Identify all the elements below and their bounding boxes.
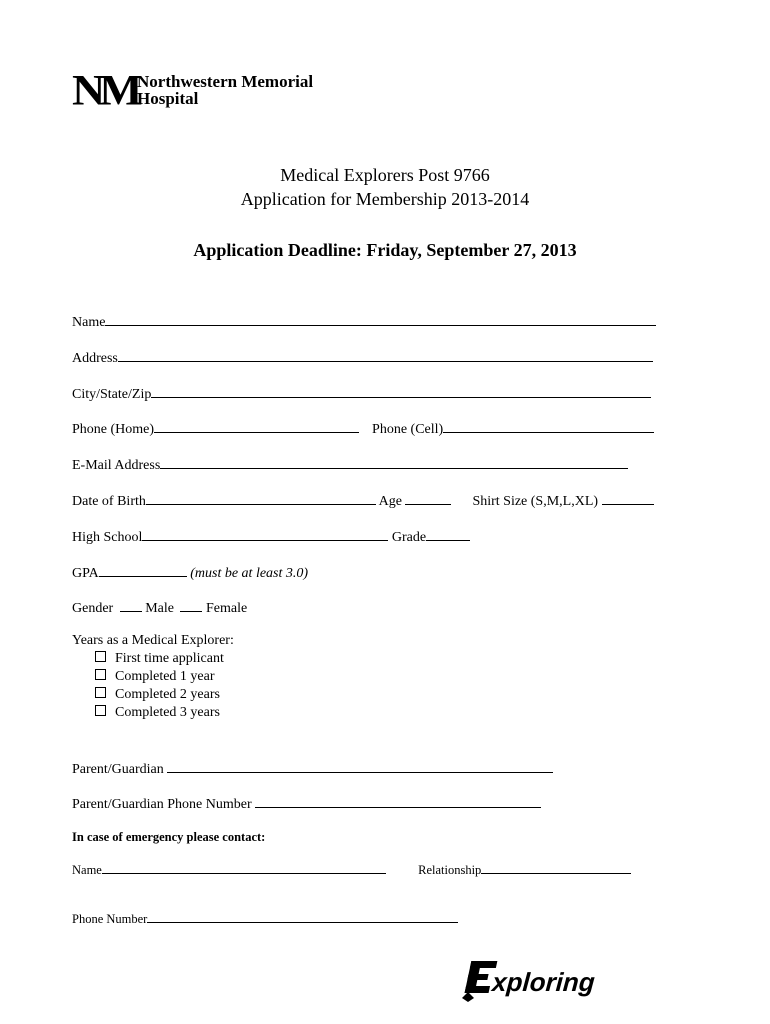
age-label: Age: [378, 494, 402, 509]
checkbox-completed-3[interactable]: [95, 705, 106, 716]
checkbox-completed-2[interactable]: [95, 687, 106, 698]
checkbox-completed-1[interactable]: [95, 669, 106, 680]
checkbox-first-time[interactable]: [95, 651, 106, 662]
application-deadline: Application Deadline: Friday, September 27, 2013: [193, 240, 577, 260]
city-state-zip-row: [72, 384, 651, 403]
emergency-phone-row: [72, 911, 458, 927]
address-row: [72, 348, 653, 367]
years-option-3[interactable]: [95, 705, 220, 721]
address-field[interactable]: [118, 348, 653, 362]
phone-cell-label: Phone (Cell): [372, 422, 444, 437]
years-option-label: Completed 1 year: [115, 669, 215, 684]
emergency-heading: In case of emergency please contact:: [72, 830, 266, 844]
gender-row: [72, 598, 247, 617]
grade-label: Grade: [391, 530, 427, 545]
email-label: E-Mail Address: [72, 458, 161, 473]
parent-field[interactable]: [167, 759, 553, 773]
parent-phone-field[interactable]: [255, 794, 541, 808]
dob-row: [72, 491, 654, 510]
emergency-phone-field[interactable]: [147, 911, 458, 923]
high-school-field[interactable]: [142, 527, 388, 541]
gpa-field[interactable]: [99, 563, 187, 577]
address-label: Address: [72, 351, 118, 366]
high-school-row: [72, 527, 470, 546]
years-option-2[interactable]: [95, 687, 220, 703]
emergency-name-label: Name: [72, 863, 102, 877]
years-option-label: First time applicant: [115, 651, 224, 666]
gender-label: Gender: [72, 601, 114, 616]
form-title: Medical Explorers Post 9766: [280, 165, 490, 185]
city-state-zip-field[interactable]: [151, 384, 651, 398]
gender-male-label: Male: [145, 601, 174, 616]
exploring-logo: [458, 958, 622, 1002]
hospital-name-line1: Northwestern Memorial: [137, 72, 314, 91]
relationship-label: Relationship: [418, 863, 482, 877]
emergency-name-field[interactable]: [102, 862, 386, 874]
dob-label: Date of Birth: [72, 494, 146, 509]
name-label: Name: [72, 315, 106, 330]
gpa-row: [72, 563, 308, 582]
years-option-0[interactable]: [95, 651, 224, 667]
exploring-logo-graphic: [458, 958, 622, 1002]
hospital-logo-mark: NM: [72, 65, 137, 114]
grade-field[interactable]: [426, 527, 470, 541]
years-option-label: Completed 3 years: [115, 705, 220, 720]
shirt-size-label: Shirt Size (S,M,L,XL): [472, 494, 599, 509]
name-field[interactable]: [105, 312, 656, 326]
dob-field[interactable]: [146, 491, 376, 505]
parent-label: Parent/Guardian: [72, 762, 164, 777]
years-label: Years as a Medical Explorer:: [72, 633, 234, 648]
form-subtitle: Application for Membership 2013-2014: [240, 189, 530, 209]
gpa-label: GPA: [72, 566, 99, 581]
emergency-phone-label: Phone Number: [72, 912, 148, 926]
parent-phone-label: Parent/Guardian Phone Number: [72, 797, 252, 812]
parent-row: [72, 759, 553, 778]
hospital-logo-text: [137, 73, 313, 107]
relationship-field[interactable]: [481, 862, 631, 874]
name-row: [72, 312, 656, 331]
email-row: [72, 455, 628, 474]
gpa-note: (must be at least 3.0): [190, 566, 309, 581]
hospital-name-line2: Hospital: [137, 89, 199, 108]
email-field[interactable]: [160, 455, 628, 469]
emergency-name-row: [72, 862, 631, 878]
phone-cell-field[interactable]: [443, 419, 654, 433]
phone-home-field[interactable]: [154, 419, 359, 433]
years-option-label: Completed 2 years: [115, 687, 220, 702]
age-field[interactable]: [405, 491, 451, 505]
phone-row: [72, 419, 654, 438]
gender-female-field[interactable]: [180, 598, 202, 612]
years-option-1[interactable]: [95, 669, 215, 685]
gender-female-label: Female: [205, 601, 248, 616]
shirt-size-field[interactable]: [602, 491, 654, 505]
svg-text:xploring: xploring: [491, 967, 596, 997]
high-school-label: High School: [72, 530, 143, 545]
phone-home-label: Phone (Home): [72, 422, 155, 437]
parent-phone-row: [72, 794, 541, 813]
city-state-zip-label: City/State/Zip: [72, 387, 152, 402]
gender-male-field[interactable]: [120, 598, 142, 612]
